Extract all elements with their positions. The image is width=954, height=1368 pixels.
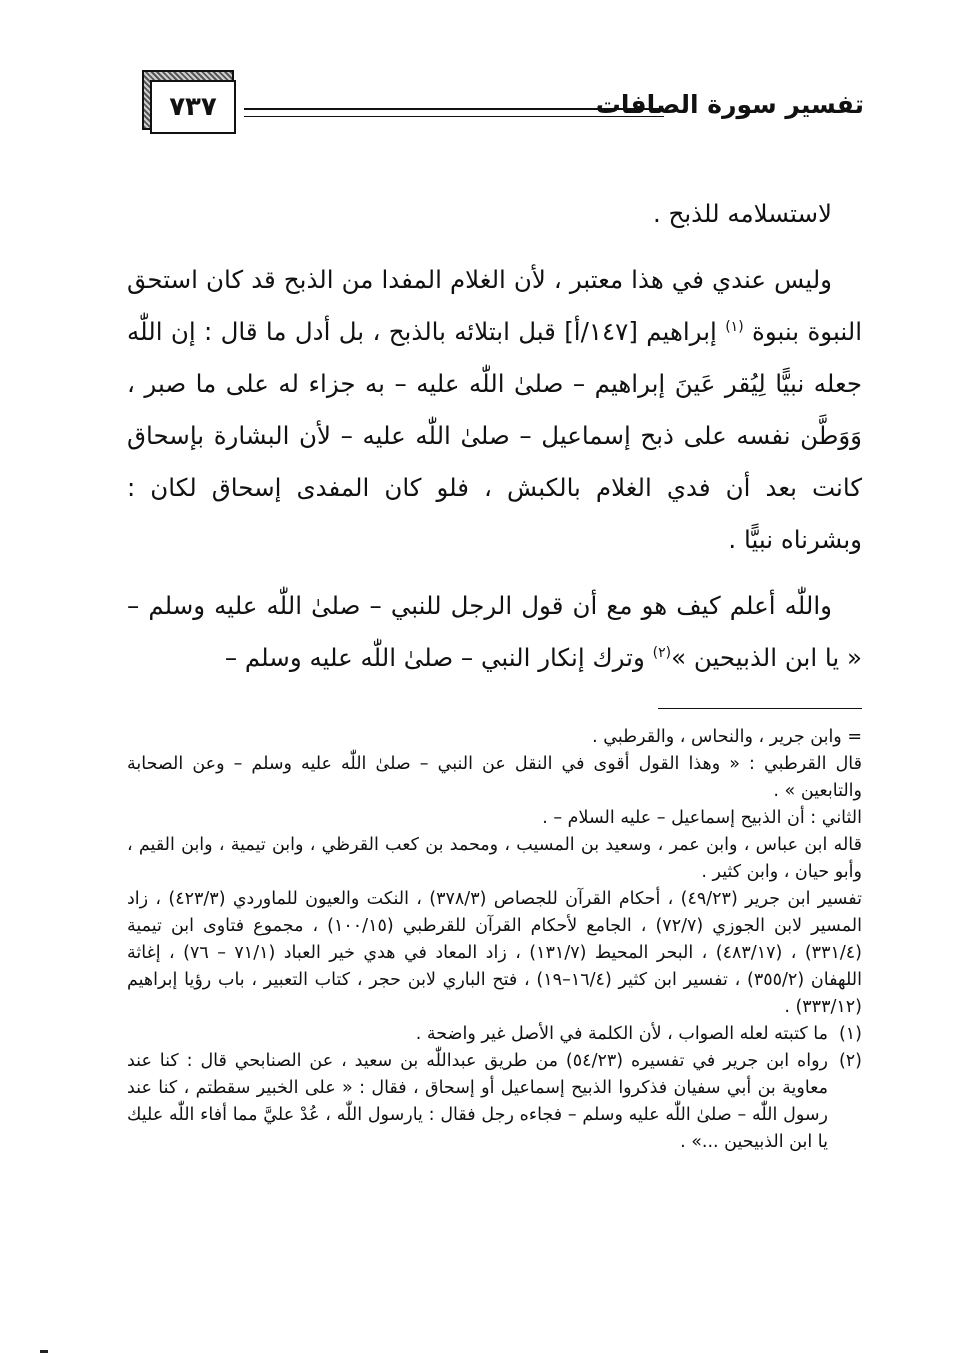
paragraph-1-text-b: إبراهيم [١٤٧/أ] قبل ابتلائه بالذبح ، بل أدل ما قال : إن اللّٰه جعله نبيًّا لِيُقر عَينَ إبراهيم – صلىٰ اللّٰه عليه – به جزاء له على ما صبر ، وَوَطَّن نفسه على ذبح إسماعيل – صلىٰ اللّٰه عليه – لأن البشارة بإسحاق كانت بعد أن فدي الغلام بالكبش ، فلو كان المفدى إسحاق لكان : وبشرناه نبيًّا . — [127, 317, 862, 554]
running-title: تفسير سورة الصافات — [595, 90, 864, 119]
footnote-2 — [127, 1048, 862, 1156]
paragraph-2-text-a: واللّٰه أعلم كيف هو مع أن قول الرجل للنبي – صلىٰ اللّٰه عليه وسلم – « يا ابن الذبيحين » — [127, 591, 862, 672]
page-header — [0, 0, 954, 160]
footnote-1-text: ما كتبته لعله الصواب ، لأن الكلمة في الأصل غير واضحة . — [415, 1024, 828, 1044]
page-number: ٧٣٧ — [150, 80, 236, 134]
main-paragraph-1 — [127, 254, 862, 566]
main-line-1: لاستسلامه للذبح . — [652, 199, 832, 228]
footnote-separator — [658, 708, 862, 709]
footnotes — [127, 724, 862, 1156]
corner-mark — [40, 1350, 48, 1353]
main-paragraph-2 — [127, 580, 862, 684]
footnote-continuation-5: تفسير ابن جرير (٤٩/٢٣) ، أحكام القرآن للجصاص (٣٧٨/٣) ، النكت والعيون للماوردي (٤٢٣/٣) ، زاد المسير لابن الجوزي (٧٢/٧) ، الجامع لأحكام القرآن للقرطبي (١٠٠/١٥) ، مجموع فتاوى ابن تيمية (٣٣١/٤) ، (٤٨٣/١٧) ، البحر المحيط (١٣١/٧) ، زاد المعاد في هدي خير العباد (٧١/١ – ٧٦) ، إغاثة اللهفان (٣٥٥/٢) ، تفسير ابن كثير (١٦/٤–١٩) ، فتح الباري لابن حجر ، كتاب التعبير ، باب رؤيا إبراهيم (٣٣٣/١٢) . — [127, 889, 863, 1017]
footnote-1 — [127, 1021, 862, 1048]
footnote-ref-2[interactable]: (٢) — [652, 644, 672, 661]
page-number-box — [142, 70, 236, 132]
paragraph-1-text-a: وليس عندي في هذا معتبر ، لأن الغلام المفدا من الذبح قد كان استحق النبوة بنبوة — [127, 265, 863, 346]
footnote-1-number: (١) — [838, 1024, 862, 1044]
footnote-2-text: رواه ابن جرير في تفسيره (٥٤/٢٣) من طريق عبداللّٰه بن سعيد ، عن الصنابحي قال : كنا عند معاوية بن أبي سفيان فذكروا الذبيح إسماعيل أو إسحاق ، فقال : « على الخبير سقطتم ، كنا عند رسول اللّٰه – صلىٰ اللّٰه عليه وسلم – فجاءه رجل فقال : يارسول اللّٰه ، عُدْ عليَّ مما أفاء اللّٰه عليك يا ابن الذبيحين ...» . — [127, 1051, 828, 1152]
paragraph-2-text-b: وترك إنكار النبي – صلىٰ اللّٰه عليه وسلم – — [224, 643, 645, 672]
footnote-ref-1[interactable]: (١) — [725, 318, 744, 335]
footnote-2-number: (٢) — [838, 1051, 862, 1071]
main-text — [127, 188, 862, 684]
footnote-continuation-1: = وابن جرير ، والنحاس ، والقرطبي . — [592, 727, 862, 747]
footnote-continuation-2: قال القرطبي : « وهذا القول أقوى في النقل عن النبي – صلىٰ اللّٰه عليه وسلم – وعن الصحابة والتابعين » . — [127, 754, 862, 801]
footnote-continuation-4: قاله ابن عباس ، وابن عمر ، وسعيد بن المسيب ، ومحمد بن كعب القرظي ، وابن تيمية ، وابن القيم ، وأبو حيان ، وابن كثير . — [127, 835, 862, 882]
footnote-continuation-3: الثاني : أن الذبيح إسماعيل – عليه السلام – . — [542, 808, 862, 828]
